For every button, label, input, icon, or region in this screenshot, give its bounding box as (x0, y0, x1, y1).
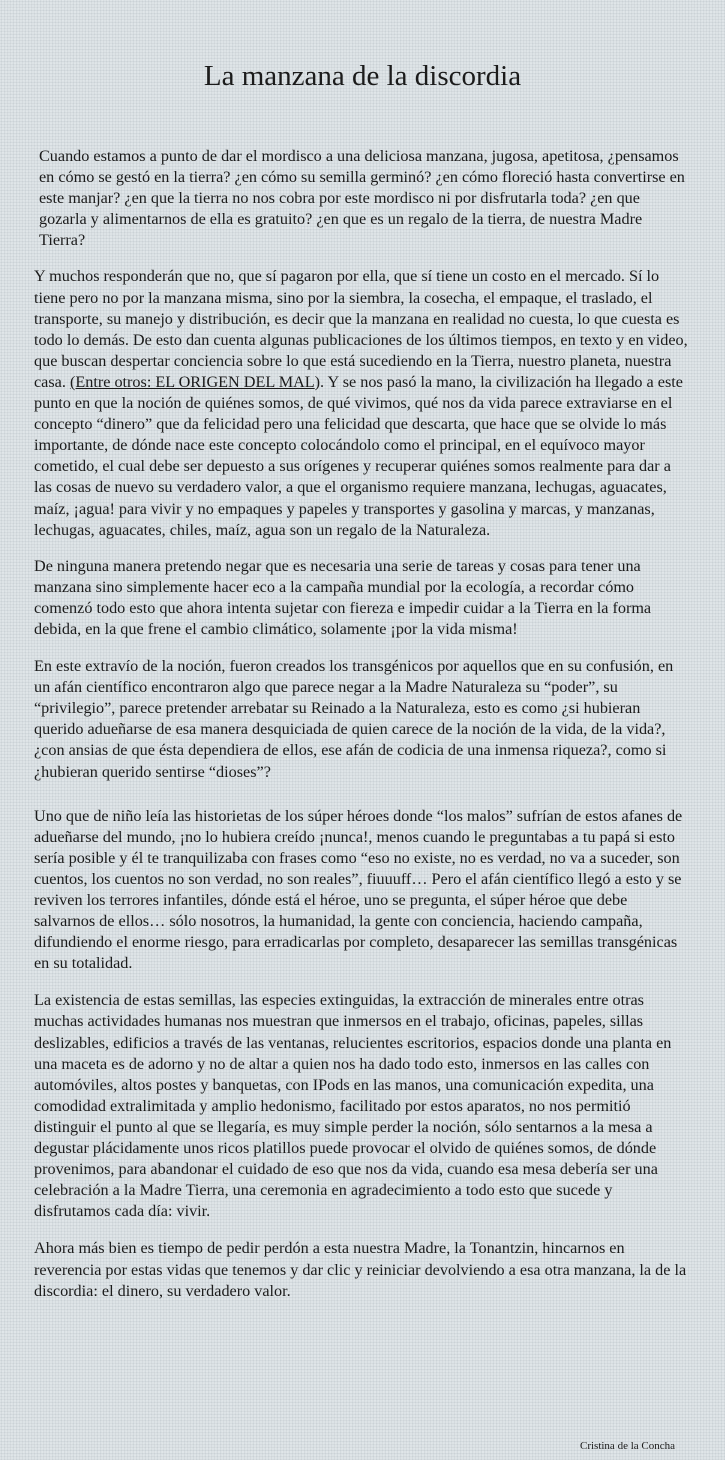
paragraph-2 (34, 266, 689, 540)
paragraph-2-text-start: Y muchos responderán que no, que sí pagaron por ella, que sí tiene un costo en el mercado. Sí lo tiene pero no por la manzana misma, sino por la siembra, la cosecha, el empaque, el traslado, el transporte, su manejo y distribución, es decir que la manzana en realidad no cuesta, lo que cuesta es todo lo demás. De esto dan cuenta algunas publicaciones de los últimos tiempos, en texto y en video, que buscan despertar conciencia sobre lo que está sucediendo en la Tierra, nuestro planeta, nuestra casa. (34, 267, 688, 391)
page-title: La manzana de la discordia (203, 60, 522, 92)
author-signature: Cristina de la Concha (579, 1440, 675, 1452)
paragraph-3: De ninguna manera pretendo negar que es necesaria una serie de tareas y cosas para tener una manzana sino simplemente hacer eco a la campaña mundial por la ecología, a recordar cómo comenzó todo esto que ahora intenta sujetar con fiereza e impedir cuidar a la Tierra en la forma debida, en la que frene el cambio climático, solamente ¡por la vida misma! (34, 556, 652, 638)
paragraph-4: En este extravío de la noción, fueron creados los transgénicos por aquellos que en su confusión, en un afán científico encontraron algo que parece negar a la Madre Naturaleza su “poder”, su “privilegio”, parece pretender arrebatar su Reinado a la Naturaleza, esto es como ¿si hubieran querido adueñarse de esa manera desquiciada de quien carece de la noción de la vida, de la vida?, ¿con ansias de que ésta dependiera de ellos, ese afán de codicia de una inmensa riqueza?, como si ¿hubieran querido sentirse “dioses”? (34, 657, 674, 781)
origen-del-mal-link[interactable]: (Entre otros: EL ORIGEN DEL MAL (69, 372, 315, 391)
article-body (34, 146, 689, 1302)
paragraph-2-text-end: ). Y se nos pasó la mano, la civilización ha llegado a este punto en que la noción de quiénes somos, de qué vivimos, qué nos da vida parece extraviarse en el concepto “dinero” que da felicidad pero una felicidad que descarta, que hace que se olvide lo más importante, de dónde nace este concepto colocándolo como el principal, en el equívoco mayor cometido, el cual debe ser depuesto a sus orígenes y recuperar quiénes somos realmente para dar a las cosas de nuevo su verdadero valor, a que el organismo requiere manzana, lechugas, aguacates, maíz, ¡agua! para vivir y no empaques y papeles y transportes y gasolina y marcas, y manzanas, lechugas, aguacates, chiles, maíz, agua son un regalo de la Naturaleza. (34, 372, 683, 539)
paragraph-6: La existencia de estas semillas, las especies extinguidas, la extracción de minerales entre otras muchas actividades humanas nos muestran que inmersos en el trabajo, oficinas, papeles, sillas deslizables, edificios a través de las ventanas, relucientes escritorios, espacios donde una planta en una maceta es de adorno y no de altar a quien nos ha dado todo esto, inmersos en las calles con automóviles, altos postes y banquetas, con IPods en las manos, una comunicación expedita, una comodidad extralimitada y amplio hedonismo, facilitado por estos aparatos, no nos permitió distinguir el punto al que se llegaría, es muy simple perder la noción, sólo sentarnos a la mesa a degustar plácidamente unos ricos platillos puede provocar el olvido de quiénes somos, de dónde provenimos, para abandonar el cuidado de eso que nos da vida, cuando esa mesa debería ser una celebración a la Madre Tierra, una ceremonia en agradecimiento a todo esto que sucede y disfrutamos cada día: vivir. (34, 991, 672, 1221)
paragraph-1: Cuando estamos a punto de dar el mordisco a una deliciosa manzana, jugosa, apetitosa, ¿pensamos en cómo se gestó en la tierra? ¿en cómo su semilla germinó? ¿en cómo floreció hasta convertirse en este manjar? ¿en que la tierra no nos cobra por este mordisco ni por disfrutarla toda? ¿en que gozarla y alimentarnos de ella es gratuito? ¿en que es un regalo de la tierra, de nuestra Madre Tierra? (39, 147, 685, 250)
paragraph-7: Ahora más bien es tiempo de pedir perdón a esta nuestra Madre, la Tonantzin, hincarnos en reverencia por estas vidas que tenemos y dar clic y reiniciar devolviendo a esa otra manzana, la de la discordia: el dinero, su verdadero valor. (34, 1239, 687, 1300)
paragraph-5: Uno que de niño leía las historietas de los súper héroes donde “los malos” sufrían de estos afanes de adueñarse del mundo, ¡no lo hubiera creído ¡nunca!, menos cuando le preguntabas a tu papá si esto sería posible y él te tranquilizaba con frases como “eso no existe, no es verdad, no va a suceder, son cuentos, los cuentos no son verdad, no son reales”, fiuuuff… Pero el afán científico llegó a esto y se reviven los terrores infantiles, dónde está el héroe, uno se pregunta, el súper héroe que debe salvarnos de ellos… sólo nosotros, la humanidad, la gente con conciencia, haciendo campaña, difundiendo el enorme riesgo, para erradicarlas por completo, desaparecer las semillas transgénicas en su totalidad. (34, 806, 683, 973)
